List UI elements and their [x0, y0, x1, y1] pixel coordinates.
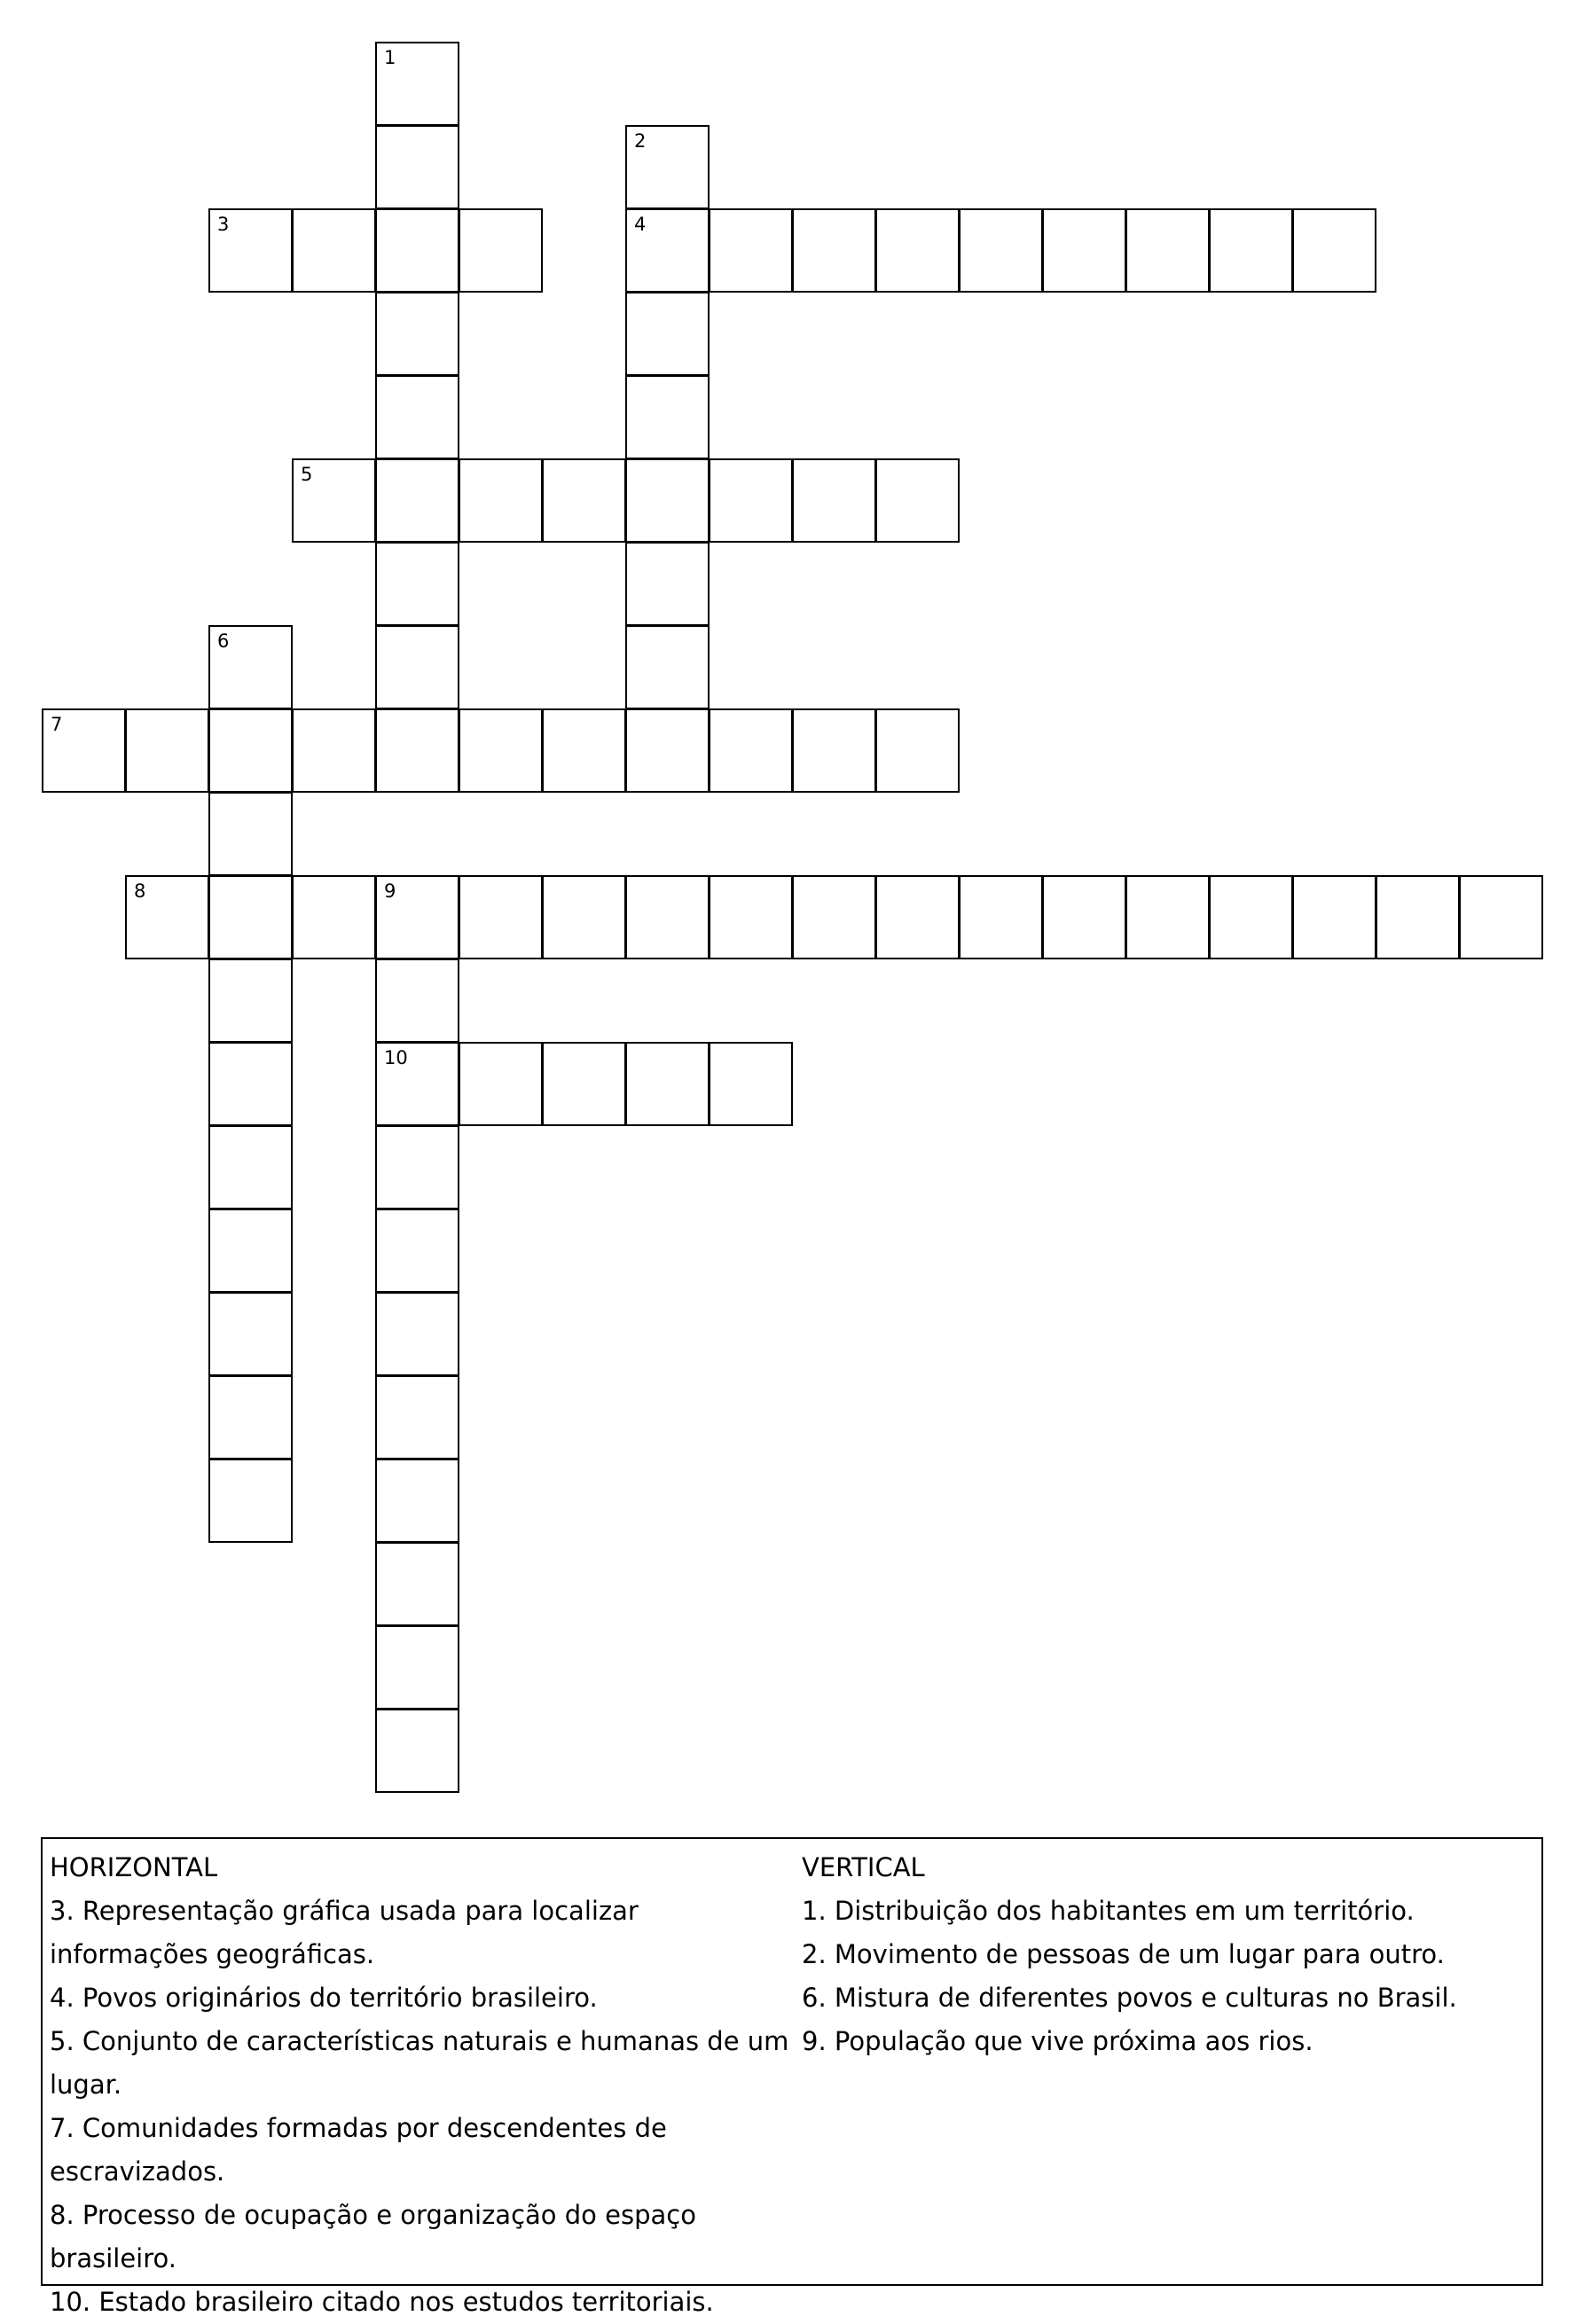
- grid-cell[interactable]: [375, 1459, 459, 1543]
- grid-cell[interactable]: [208, 708, 293, 793]
- grid-cell[interactable]: [375, 1042, 459, 1126]
- grid-cell[interactable]: [375, 708, 459, 793]
- grid-cell[interactable]: [125, 875, 209, 959]
- clue-down-2: 2. Movimento de pessoas de um lugar para outro.: [802, 1939, 1445, 1969]
- grid-cell[interactable]: [208, 875, 293, 959]
- grid-cell[interactable]: [459, 708, 543, 793]
- clue-number: 4: [634, 214, 647, 235]
- grid-cell[interactable]: [542, 708, 626, 793]
- grid-cell[interactable]: [959, 875, 1043, 959]
- clue-across-7: 7. Comunidades formadas por descendentes de escravizados.: [50, 2113, 667, 2187]
- grid-cell[interactable]: [375, 375, 459, 459]
- grid-cell[interactable]: [1042, 875, 1126, 959]
- horizontal-heading: HORIZONTAL: [50, 1852, 218, 1882]
- grid-cell[interactable]: [375, 875, 459, 959]
- clue-across-8: 8. Processo de ocupação e organização do espaço brasileiro.: [50, 2200, 696, 2273]
- clue-number: 7: [51, 714, 63, 735]
- grid-cell[interactable]: [875, 875, 960, 959]
- grid-cell[interactable]: [208, 1459, 293, 1543]
- grid-cell[interactable]: [375, 1542, 459, 1626]
- clue-down-1: 1. Distribuição dos habitantes em um território.: [802, 1896, 1415, 1926]
- grid-cell[interactable]: [375, 1375, 459, 1459]
- grid-cell[interactable]: [1125, 875, 1210, 959]
- clue-across-3: 3. Representação gráfica usada para localizar informações geográficas.: [50, 1896, 639, 1969]
- clue-number: 5: [301, 464, 313, 485]
- grid-cell[interactable]: [709, 875, 793, 959]
- grid-cell[interactable]: [375, 1625, 459, 1710]
- grid-cell[interactable]: [875, 458, 960, 543]
- grid-cell[interactable]: [375, 1209, 459, 1293]
- grid-cell[interactable]: [792, 708, 876, 793]
- grid-cell[interactable]: [1209, 875, 1293, 959]
- clue-down-9: 9. População que vive próxima aos rios.: [802, 2026, 1313, 2056]
- grid-cell[interactable]: [625, 292, 710, 376]
- grid-cell[interactable]: [625, 625, 710, 709]
- grid-cell[interactable]: [208, 1375, 293, 1459]
- grid-cell[interactable]: [625, 1042, 710, 1126]
- grid-cell[interactable]: [1042, 208, 1126, 293]
- clue-number: 8: [134, 880, 146, 902]
- clue-number: 10: [384, 1047, 408, 1068]
- clue-across-10: 10. Estado brasileiro citado nos estudos territoriais.: [50, 2287, 714, 2317]
- vertical-clues: [802, 1846, 1529, 2063]
- grid-cell[interactable]: [375, 625, 459, 709]
- grid-cell[interactable]: [625, 375, 710, 459]
- grid-cell[interactable]: [1292, 208, 1376, 293]
- grid-cell[interactable]: [792, 458, 876, 543]
- grid-cell[interactable]: [208, 959, 293, 1043]
- grid-cell[interactable]: [208, 625, 293, 709]
- clue-number: 2: [634, 130, 647, 152]
- grid-cell[interactable]: [208, 1125, 293, 1209]
- grid-cell[interactable]: [625, 125, 710, 209]
- grid-cell[interactable]: [709, 1042, 793, 1126]
- grid-cell[interactable]: [1292, 875, 1376, 959]
- clue-across-5: 5. Conjunto de características naturais e humanas de um lugar.: [50, 2026, 789, 2100]
- grid-cell[interactable]: [375, 208, 459, 293]
- grid-cell[interactable]: [625, 208, 710, 293]
- clue-number: 3: [217, 214, 230, 235]
- grid-cell[interactable]: [375, 1292, 459, 1376]
- grid-cell[interactable]: [1459, 875, 1543, 959]
- grid-cell[interactable]: [125, 708, 209, 793]
- grid-cell[interactable]: [375, 292, 459, 376]
- grid-cell[interactable]: [459, 875, 543, 959]
- clue-number: 1: [384, 47, 396, 68]
- clue-across-4: 4. Povos originários do território brasileiro.: [50, 1983, 598, 2013]
- grid-cell[interactable]: [625, 875, 710, 959]
- vertical-heading: VERTICAL: [802, 1852, 925, 1882]
- horizontal-clues: [50, 1846, 795, 2324]
- grid-cell[interactable]: [709, 458, 793, 543]
- grid-cell[interactable]: [375, 959, 459, 1043]
- grid-cell[interactable]: [625, 458, 710, 543]
- grid-cell[interactable]: [292, 458, 376, 543]
- clue-number: 6: [217, 630, 230, 652]
- grid-cell[interactable]: [292, 208, 376, 293]
- grid-cell[interactable]: [792, 875, 876, 959]
- grid-cell[interactable]: [542, 1042, 626, 1126]
- grid-cell[interactable]: [375, 42, 459, 126]
- grid-cell[interactable]: [1376, 875, 1460, 959]
- grid-cell[interactable]: [959, 208, 1043, 293]
- grid-cell[interactable]: [375, 542, 459, 626]
- grid-cell[interactable]: [875, 208, 960, 293]
- clue-number: 9: [384, 880, 396, 902]
- clue-down-6: 6. Mistura de diferentes povos e culturas no Brasil.: [802, 1983, 1457, 2013]
- grid-cell[interactable]: [709, 208, 793, 293]
- grid-cell[interactable]: [625, 708, 710, 793]
- grid-cell[interactable]: [459, 1042, 543, 1126]
- grid-cell[interactable]: [292, 875, 376, 959]
- grid-cell[interactable]: [208, 1292, 293, 1376]
- grid-cell[interactable]: [625, 542, 710, 626]
- grid-cell[interactable]: [375, 1709, 459, 1793]
- grid-cell[interactable]: [208, 1042, 293, 1126]
- clues-box: [41, 1837, 1543, 2317]
- grid-cell[interactable]: [208, 792, 293, 876]
- grid-cell[interactable]: [542, 875, 626, 959]
- grid-cell[interactable]: [375, 125, 459, 209]
- grid-cell[interactable]: [1209, 208, 1293, 293]
- grid-cell[interactable]: [459, 208, 543, 293]
- grid-cell[interactable]: [542, 458, 626, 543]
- grid-cell[interactable]: [208, 1209, 293, 1293]
- grid-cell[interactable]: [375, 1125, 459, 1209]
- grid-cell[interactable]: [1125, 208, 1210, 293]
- grid-cell[interactable]: [208, 208, 293, 293]
- grid-cell[interactable]: [875, 708, 960, 793]
- grid-cell[interactable]: [292, 708, 376, 793]
- grid-cell[interactable]: [709, 708, 793, 793]
- grid-cell[interactable]: [42, 708, 126, 793]
- grid-cell[interactable]: [792, 208, 876, 293]
- grid-cell[interactable]: [459, 458, 543, 543]
- grid-cell[interactable]: [375, 458, 459, 543]
